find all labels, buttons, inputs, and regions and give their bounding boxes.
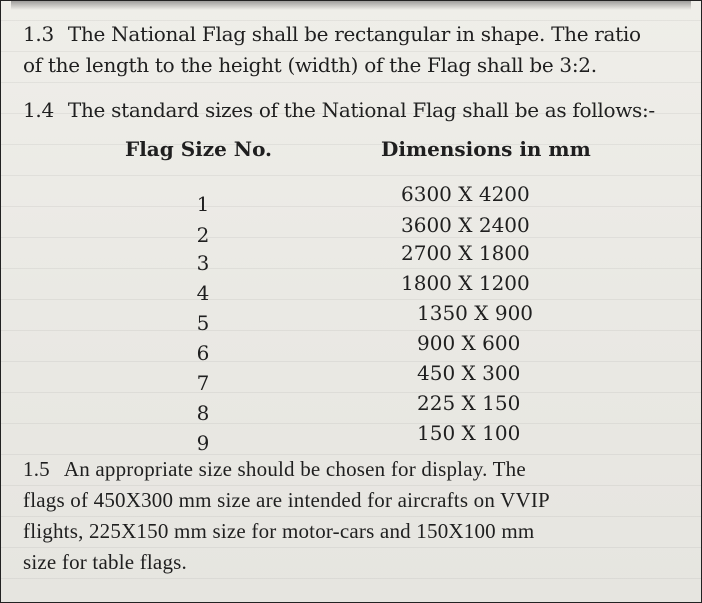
section-1-3-line-2: of the length to the height (width) of the Flag shall be 3:2. — [23, 53, 597, 77]
section-1-4-text: The standard sizes of the National Flag shall be as follows:- — [67, 98, 655, 122]
flag-size-number: 8 — [196, 401, 210, 425]
flag-size-number: 7 — [196, 371, 210, 395]
flag-size-number: 9 — [196, 431, 210, 455]
section-1-5-line-4: size for table flags. — [23, 550, 187, 574]
flag-dimensions: 900 X 600 — [417, 331, 521, 355]
flag-dimensions: 1800 X 1200 — [401, 271, 530, 295]
flag-size-number: 6 — [196, 341, 210, 365]
section-number: 1.4 — [23, 98, 54, 122]
flag-dimensions: 2700 X 1800 — [401, 241, 530, 265]
flag-dimensions: 150 X 100 — [417, 421, 521, 445]
section-1-5-line-2: flags of 450X300 mm size are intended for aircrafts on VVIP — [23, 488, 550, 512]
section-1-5 — [23, 454, 683, 578]
header-flag-size-no: Flag Size No. — [125, 137, 273, 161]
flag-dimensions: 225 X 150 — [417, 391, 521, 415]
section-1-3 — [23, 19, 683, 81]
top-edge-bleed — [11, 1, 691, 10]
flag-size-number: 2 — [196, 223, 210, 247]
flag-size-number: 1 — [196, 192, 210, 216]
flag-size-number: 3 — [196, 251, 210, 275]
header-dimensions: Dimensions in mm — [381, 137, 591, 161]
section-1-5-line-3: flights, 225X150 mm size for motor-cars and 150X100 mm — [23, 519, 535, 543]
flag-dimensions: 6300 X 4200 — [401, 182, 530, 206]
flag-dimensions: 3600 X 2400 — [401, 213, 530, 237]
flag-size-number: 4 — [196, 281, 210, 305]
section-1-3-line-1 — [23, 19, 683, 50]
flag-size-number: 5 — [196, 311, 210, 335]
section-number: 1.3 — [23, 22, 54, 46]
section-1-5-text: An appropriate size should be chosen for display. The — [63, 457, 526, 481]
section-1-4 — [23, 95, 683, 126]
section-1-3-text: The National Flag shall be rectangular in shape. The ratio — [67, 22, 641, 46]
flag-dimensions: 450 X 300 — [417, 361, 521, 385]
section-1-5-line-1 — [23, 454, 683, 485]
section-number: 1.5 — [23, 457, 50, 481]
flag-dimensions: 1350 X 900 — [417, 301, 534, 325]
